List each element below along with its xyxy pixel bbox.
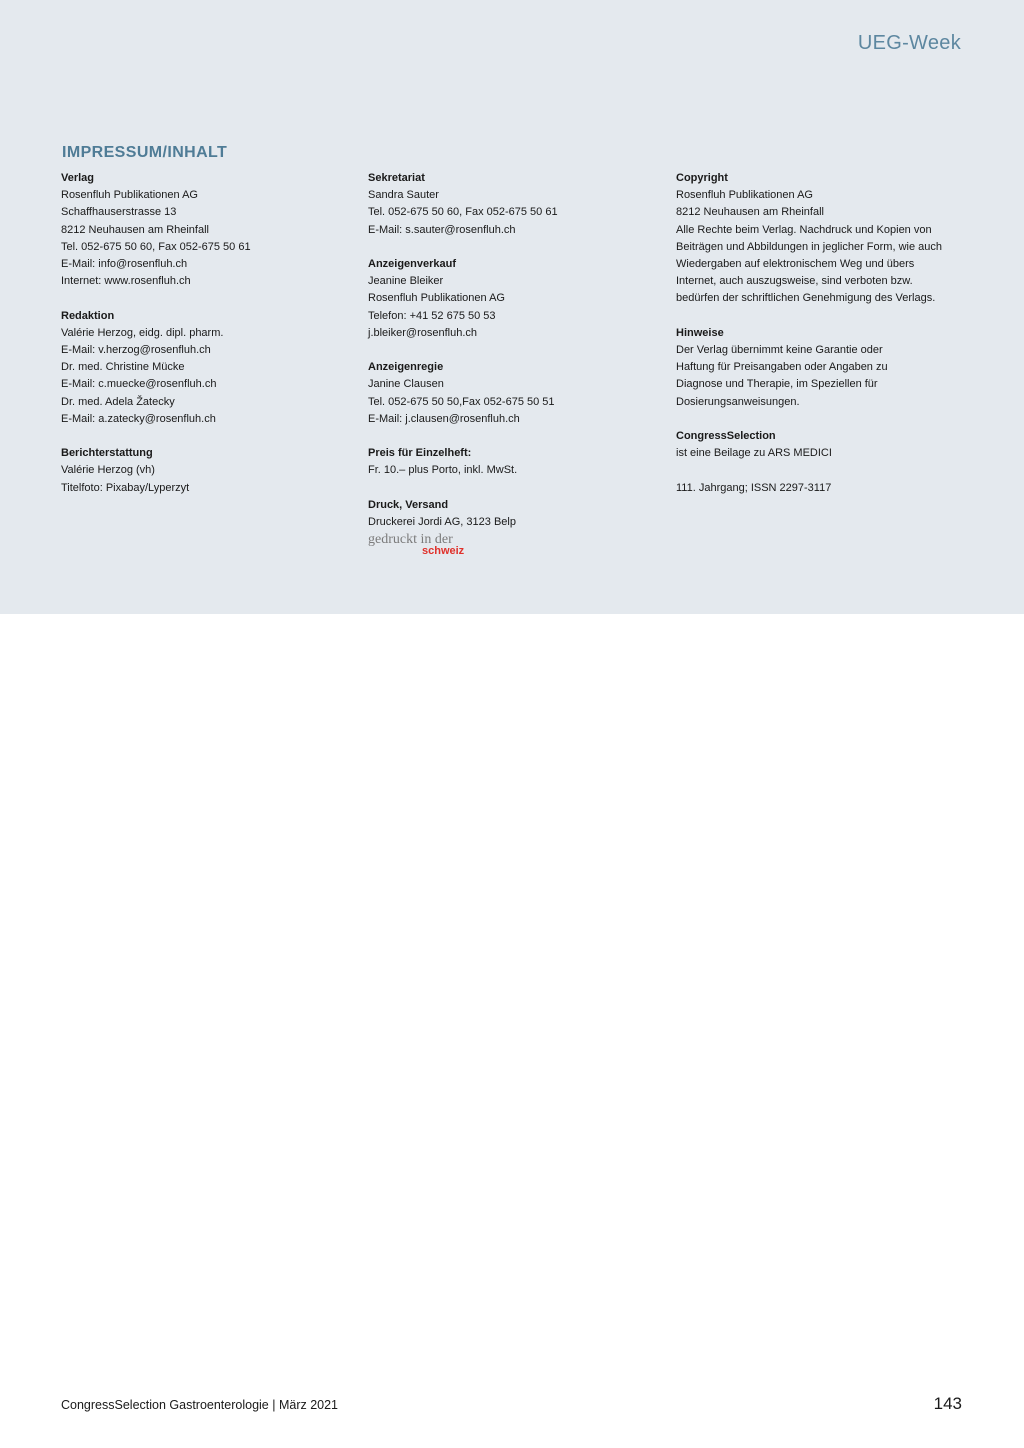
block-line: Der Verlag übernimmt keine Garantie oder xyxy=(676,344,883,357)
block-heading: Druck, Versand xyxy=(368,498,449,511)
block-line: Dosierungsanweisungen. xyxy=(676,395,800,408)
impressum-column-1 xyxy=(61,170,351,514)
block-heading: Berichterstattung xyxy=(61,447,153,460)
email-line: E-Mail: info@rosenfluh.ch xyxy=(61,258,188,271)
block-line: 8212 Neuhausen am Rheinfall xyxy=(61,223,209,236)
block-redaktion xyxy=(61,308,351,428)
block-line: Telefon: +41 52 675 50 53 xyxy=(368,309,496,322)
impressum-column-3 xyxy=(676,170,966,514)
block-line: Sandra Sauter xyxy=(368,189,439,202)
block-line: Tel. 052-675 50 60, Fax 052-675 50 61 xyxy=(368,206,558,219)
page-number: 143 xyxy=(933,1394,962,1413)
block-line: bedürfen der schriftlichen Genehmigung des Verlags. xyxy=(676,292,936,305)
block-line: Valérie Herzog, eidg. dipl. pharm. xyxy=(61,326,224,339)
block-line: Tel. 052-675 50 50,Fax 052-675 50 51 xyxy=(368,395,555,408)
running-head: UEG-Week xyxy=(857,32,961,54)
block-verlag xyxy=(61,170,351,290)
email-line: E-Mail: s.sauter@rosenfluh.ch xyxy=(368,223,516,236)
impressum-panel xyxy=(0,0,1024,614)
block-berichterstattung xyxy=(61,445,351,497)
printed-in-switzerland-logo xyxy=(368,531,478,561)
block-line: Schaffhauserstrasse 13 xyxy=(61,206,177,219)
issn-line: 111. Jahrgang; ISSN 2297-3117 xyxy=(676,481,832,494)
block-hinweise xyxy=(676,325,966,411)
email-line: E-Mail: c.muecke@rosenfluh.ch xyxy=(61,378,217,391)
block-line: Alle Rechte beim Verlag. Nachdruck und Kopien von xyxy=(676,223,932,236)
block-line: ist eine Beilage zu ARS MEDICI xyxy=(676,447,832,460)
email-line: E-Mail: a.zatecky@rosenfluh.ch xyxy=(61,412,216,425)
block-line: Rosenfluh Publikationen AG xyxy=(61,189,198,202)
block-line: 8212 Neuhausen am Rheinfall xyxy=(676,206,824,219)
block-line: Diagnose und Therapie, im Speziellen für xyxy=(676,378,878,391)
block-heading: Anzeigenverkauf xyxy=(368,258,457,270)
block-anzeigenverkauf xyxy=(368,256,658,342)
block-line: Valérie Herzog (vh) xyxy=(61,464,155,477)
logo-text-line1: gedruckt in der xyxy=(368,532,453,548)
block-copyright xyxy=(676,170,966,308)
block-line: Druckerei Jordi AG, 3123 Belp xyxy=(368,516,516,528)
section-title: IMPRESSUM/INHALT xyxy=(62,144,228,161)
block-line: Beiträgen und Abbildungen in jeglicher Form, wie auch xyxy=(676,240,942,253)
block-druck xyxy=(368,497,658,531)
block-heading: Redaktion xyxy=(61,309,115,322)
block-line: Dr. med. Adela Žatecky xyxy=(61,395,175,408)
website-line: Internet: www.rosenfluh.ch xyxy=(61,275,191,288)
block-line: Haftung für Preisangaben oder Angaben zu xyxy=(676,361,888,374)
logo-text-line2: schweiz xyxy=(422,545,465,558)
block-preis xyxy=(368,445,658,479)
block-heading: Verlag xyxy=(61,172,95,184)
block-congressselection xyxy=(676,428,966,462)
block-line: Janine Clausen xyxy=(368,378,444,391)
block-line: Jeanine Bleiker xyxy=(368,275,444,288)
block-sekretariat xyxy=(368,170,658,239)
email-line: j.bleiker@rosenfluh.ch xyxy=(368,326,477,339)
block-issn xyxy=(676,480,966,497)
impressum-column-2 xyxy=(368,170,658,561)
block-line: Tel. 052-675 50 60, Fax 052-675 50 61 xyxy=(61,240,251,253)
email-line: E-Mail: j.clausen@rosenfluh.ch xyxy=(368,412,520,425)
block-line: Dr. med. Christine Mücke xyxy=(61,361,185,374)
block-heading: Hinweise xyxy=(676,326,724,339)
block-line: Rosenfluh Publikationen AG xyxy=(676,189,813,202)
block-line: Wiedergaben auf elektronischem Weg und übers xyxy=(676,258,915,271)
block-line: Rosenfluh Publikationen AG xyxy=(368,292,505,305)
block-heading: Anzeigenregie xyxy=(368,361,444,374)
footer-publication: CongressSelection Gastroenterologie | März 2021 xyxy=(61,1398,339,1412)
block-heading: Copyright xyxy=(676,172,728,184)
block-heading: Preis für Einzelheft: xyxy=(368,447,472,460)
block-line: Internet, auch auszugsweise, sind verboten bzw. xyxy=(676,275,913,288)
block-anzeigenregie xyxy=(368,359,658,428)
block-line: Titelfoto: Pixabay/Lyperzyt xyxy=(61,481,190,494)
email-line: E-Mail: v.herzog@rosenfluh.ch xyxy=(61,344,211,357)
block-heading: CongressSelection xyxy=(676,430,776,443)
block-line: Fr. 10.– plus Porto, inkl. MwSt. xyxy=(368,464,518,477)
block-heading: Sekretariat xyxy=(368,172,425,184)
